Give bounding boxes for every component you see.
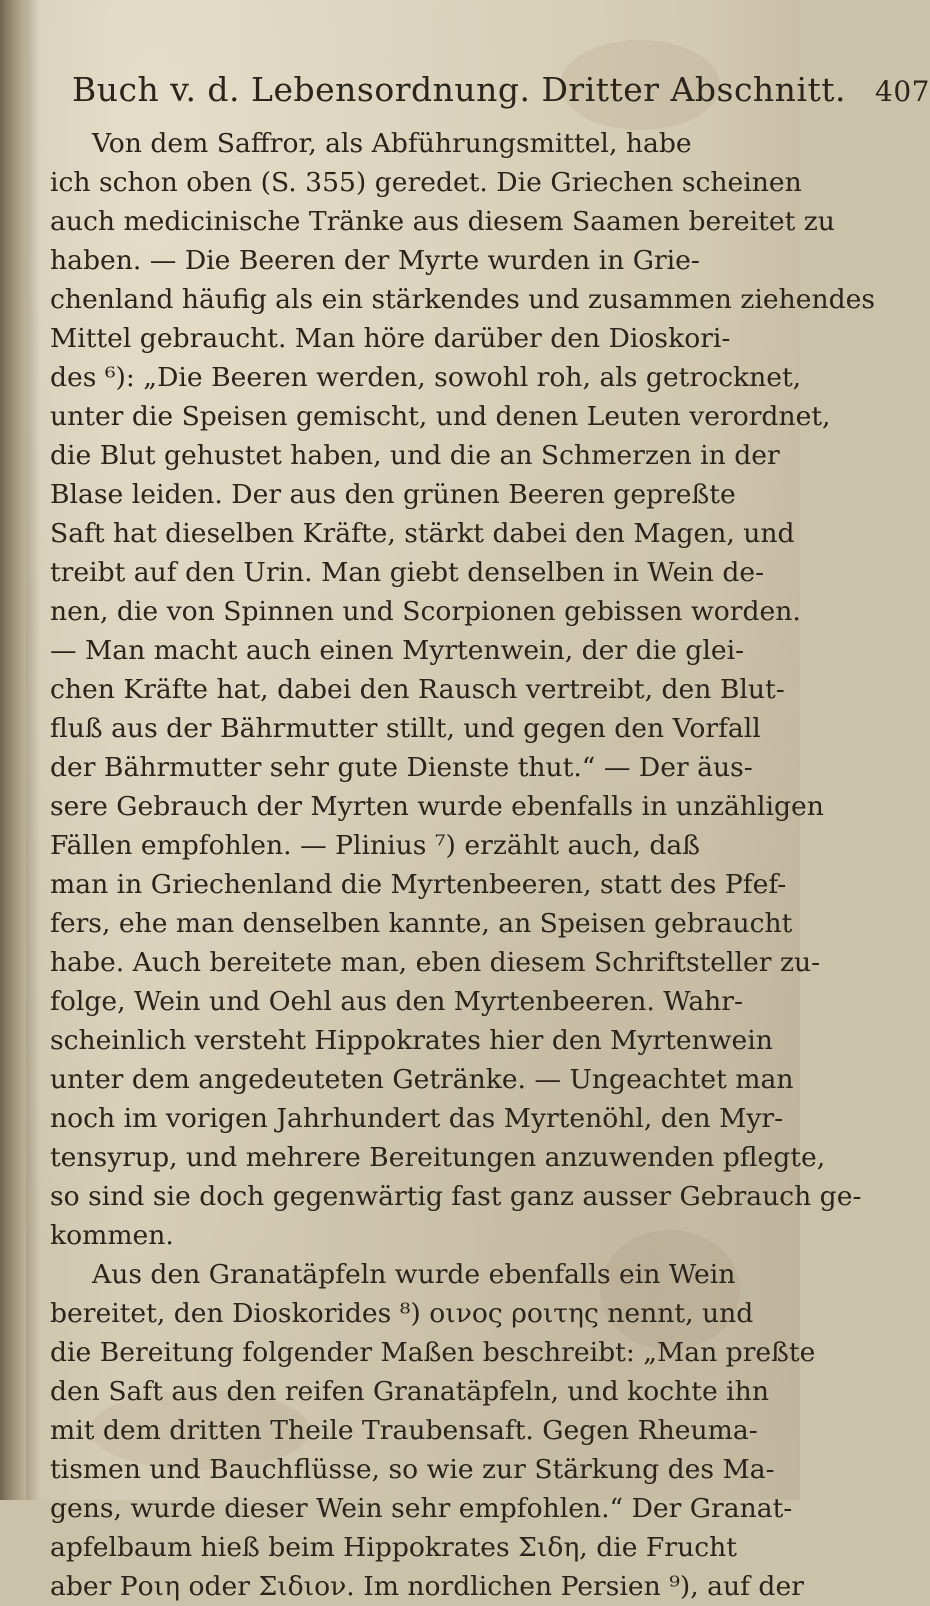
- text-line: ich schon oben (S. 355) geredet. Die Griechen scheinen: [50, 167, 802, 198]
- text-line: fers, ehe man denselben kannte, an Speisen gebraucht: [50, 908, 793, 939]
- text-line: auch medicinische Tränke aus diesem Saamen bereitet zu: [50, 206, 835, 237]
- text-line: fluß aus der Bährmutter stillt, und gegen den Vorfall: [50, 713, 761, 744]
- text-line: scheinlich versteht Hippokrates hier den Myrtenwein: [50, 1025, 773, 1056]
- text-line: Aus den Granatäpfeln wurde ebenfalls ein Wein: [92, 1259, 736, 1290]
- text-line: haben. — Die Beeren der Myrte wurden in Grie-: [50, 245, 700, 276]
- text-line: folge, Wein und Oehl aus den Myrtenbeeren. Wahr-: [50, 986, 744, 1017]
- text-line: tensyrup, und mehrere Bereitungen anzuwenden pflegte,: [50, 1142, 826, 1173]
- body-text: [50, 124, 875, 1606]
- text-line: nen, die von Spinnen und Scorpionen gebissen worden.: [50, 596, 801, 627]
- text-line: die Bereitung folgender Maßen beschreibt: „Man preßte: [50, 1337, 816, 1368]
- text-line: des ⁶): „Die Beeren werden, sowohl roh, als getrocknet,: [50, 362, 802, 393]
- text-line: noch im vorigen Jahrhundert das Myrtenöhl, den Myr-: [50, 1103, 784, 1134]
- text-line: Saft hat dieselben Kräfte, stärkt dabei den Magen, und: [50, 518, 795, 549]
- text-line: habe. Auch bereitete man, eben diesem Schriftsteller zu-: [50, 947, 821, 978]
- text-line: Von dem Saffror, als Abführungsmittel, habe: [92, 128, 692, 159]
- text-line: Mittel gebraucht. Man höre darüber den Dioskori-: [50, 323, 731, 354]
- book-binding-edge: [0, 0, 26, 1500]
- gutter-shadow: [26, 0, 40, 1500]
- text-line: unter dem angedeuteten Getränke. — Ungeachtet man: [50, 1064, 794, 1095]
- text-line: der Bährmutter sehr gute Dienste thut.“ — Der äus-: [50, 752, 753, 783]
- text-line: Fällen empfohlen. — Plinius ⁷) erzählt auch, daß: [50, 830, 701, 861]
- text-line: man in Griechenland die Myrtenbeeren, statt des Pfef-: [50, 869, 787, 900]
- text-line: kommen.: [50, 1220, 174, 1251]
- text-line: — Man macht auch einen Myrtenwein, der die glei-: [50, 635, 745, 666]
- text-line: bereitet, den Dioskorides ⁸) οινος ροιτης nennt, und: [50, 1298, 754, 1329]
- text-line: apfelbaum hieß beim Hippokrates Σιδη, die Frucht: [50, 1532, 737, 1563]
- text-line: unter die Speisen gemischt, und denen Leuten verordnet,: [50, 401, 831, 432]
- text-line: chenland häufig als ein stärkendes und zusammen ziehendes: [50, 284, 875, 315]
- text-line: chen Kräfte hat, dabei den Rausch vertreibt, den Blut-: [50, 674, 785, 705]
- text-line: tismen und Bauchflüsse, so wie zur Stärkung des Ma-: [50, 1454, 775, 1485]
- text-line: den Saft aus den reifen Granatäpfeln, und kochte ihn: [50, 1376, 769, 1407]
- running-head-title: Buch v. d. Lebensordnung. Dritter Abschnitt.: [72, 70, 847, 109]
- page-number: 407: [875, 75, 930, 108]
- text-line: aber Ροιη oder Σιδιον. Im nordlichen Persien ⁹), auf der: [50, 1571, 804, 1602]
- text-line: sere Gebrauch der Myrten wurde ebenfalls in unzähligen: [50, 791, 824, 822]
- text-line: treibt auf den Urin. Man giebt denselben in Wein de-: [50, 557, 765, 588]
- text-line: Blase leiden. Der aus den grünen Beeren gepreßte: [50, 479, 736, 510]
- running-head: [72, 70, 930, 114]
- text-line: gens, wurde dieser Wein sehr empfohlen.“ Der Granat-: [50, 1493, 793, 1524]
- text-line: mit dem dritten Theile Traubensaft. Gegen Rheuma-: [50, 1415, 758, 1446]
- text-line: die Blut gehustet haben, und die an Schmerzen in der: [50, 440, 780, 471]
- text-line: so sind sie doch gegenwärtig fast ganz ausser Gebrauch ge-: [50, 1181, 862, 1212]
